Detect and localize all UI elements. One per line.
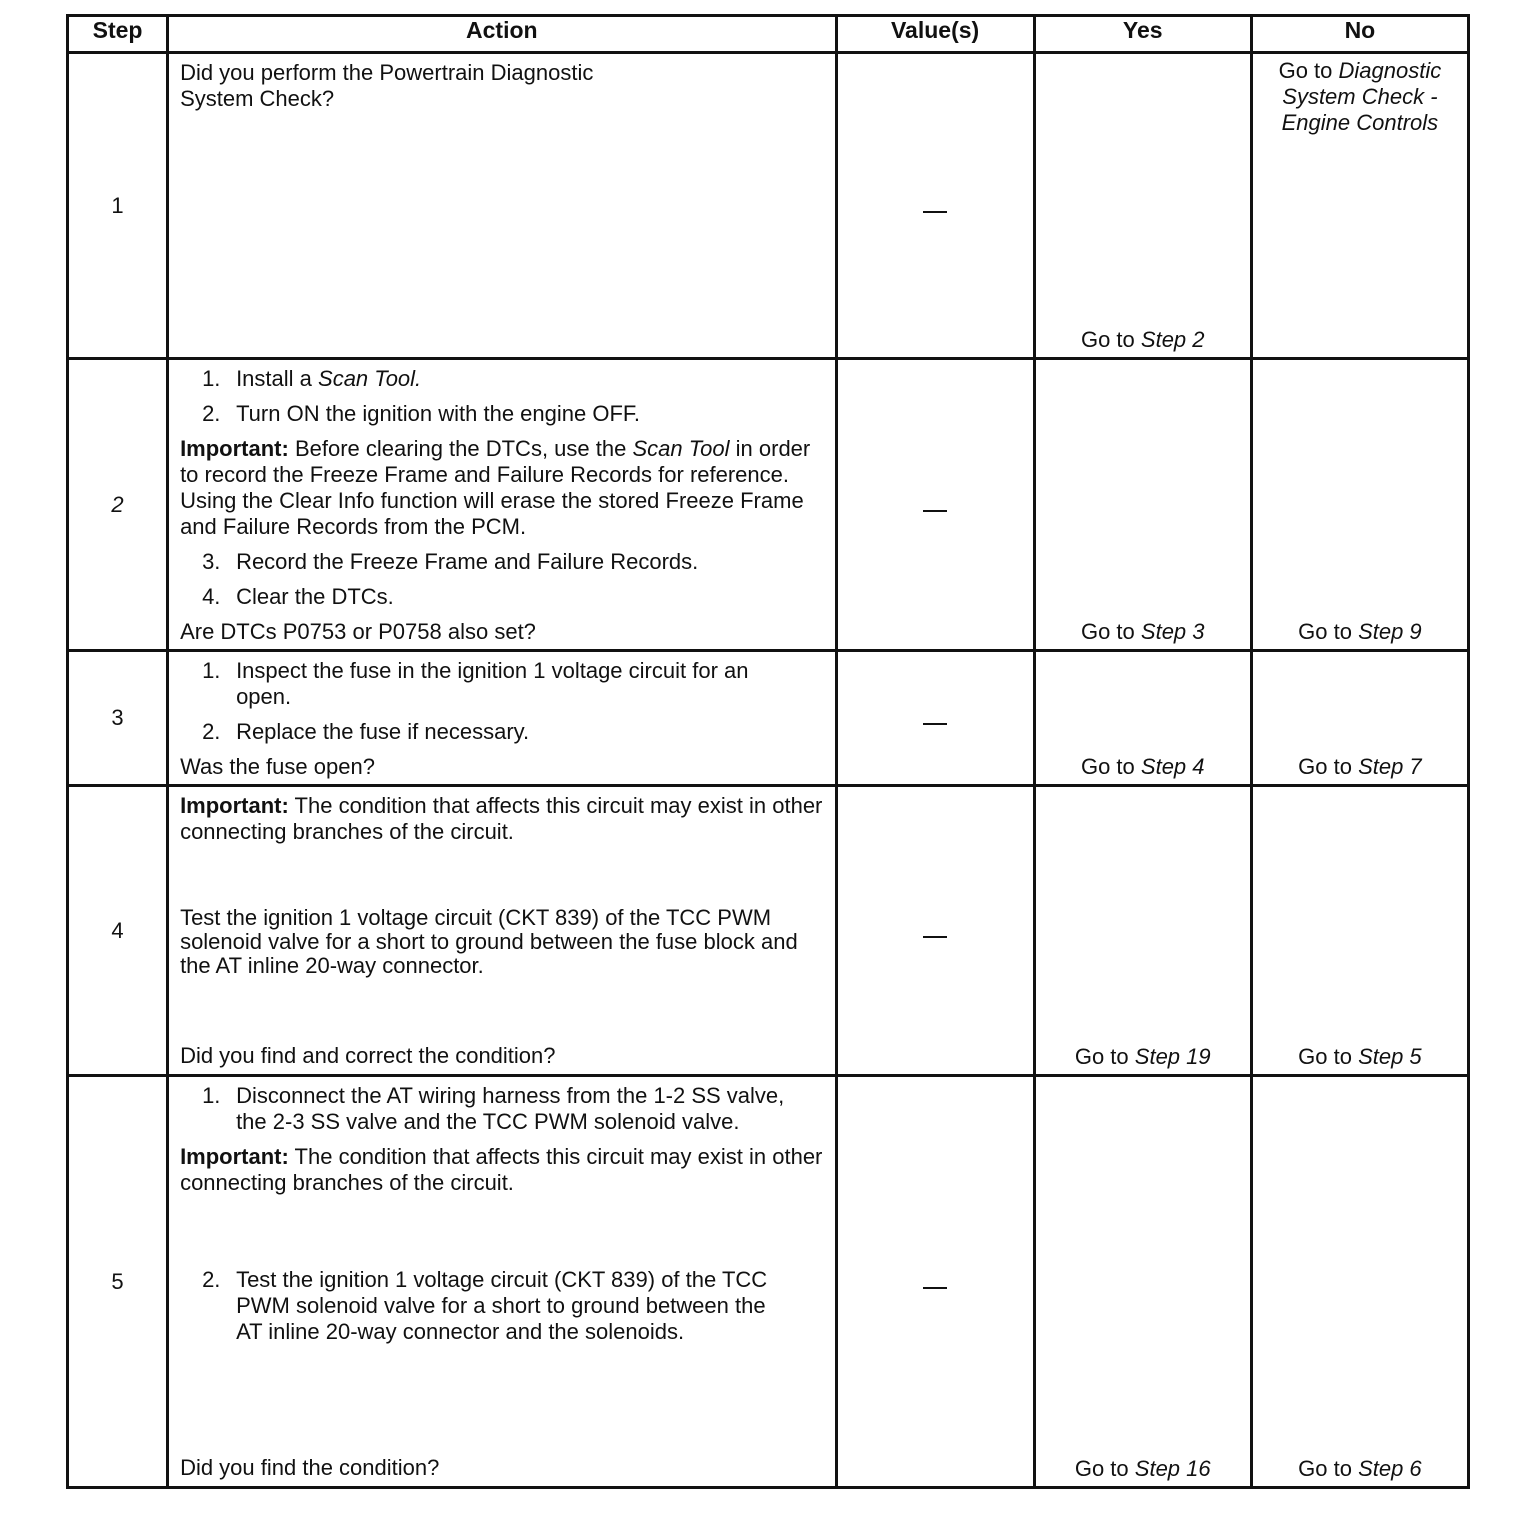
no-link[interactable] — [1253, 754, 1467, 780]
table-row — [68, 53, 1469, 359]
important-note — [180, 793, 822, 845]
no-target: Step 9 — [1358, 619, 1422, 644]
header-no: No — [1251, 16, 1468, 53]
item-text: Disconnect the AT wiring harness from the 1-2 SS valve, the 2-3 SS valve and the TCC PWM solenoid valve. — [236, 1083, 785, 1134]
item-text: Clear the DTCs. — [236, 584, 394, 609]
yes-link[interactable] — [1036, 754, 1250, 780]
important-italic: Scan Tool — [632, 436, 730, 461]
important-label: Important: — [180, 793, 289, 818]
action-item — [202, 719, 822, 745]
item-number: 3. — [202, 549, 221, 574]
important-note — [180, 1144, 822, 1196]
value-dash — [923, 211, 947, 213]
step-number — [68, 359, 168, 651]
item-number: 1. — [202, 1083, 221, 1108]
value-cell — [836, 651, 1034, 786]
important-text: The condition that affects this circuit may exist in other connecting branches of the circuit. — [180, 1144, 823, 1195]
item-text: Turn ON the ignition with the engine OFF. — [236, 401, 641, 426]
value-dash — [923, 723, 947, 725]
no-link[interactable] — [1253, 54, 1467, 136]
no-cell — [1251, 359, 1468, 651]
table-row — [68, 1076, 1469, 1488]
header-step: Step — [68, 16, 168, 53]
value-dash — [923, 936, 947, 938]
step-number: 3 — [68, 651, 168, 786]
value-cell — [836, 786, 1034, 1076]
action-question: Was the fuse open? — [180, 754, 375, 779]
yes-cell — [1034, 1076, 1251, 1488]
action-item — [202, 401, 822, 427]
item-text: Test the ignition 1 voltage circuit (CKT 839) of the TCC PWM solenoid valve for a short to ground between the AT inline 20-way connector and the solenoids. — [236, 1267, 768, 1344]
step-number: 1 — [68, 53, 168, 359]
yes-link[interactable] — [1036, 327, 1250, 353]
action-question: Did you find the condition? — [180, 1455, 440, 1480]
action-item — [202, 1083, 822, 1135]
no-link[interactable] — [1253, 1044, 1467, 1070]
action-item — [202, 1267, 822, 1345]
yes-target: Step 16 — [1134, 1456, 1211, 1481]
action-cell — [168, 53, 836, 359]
item-number: 1. — [202, 658, 221, 683]
action-item — [202, 366, 822, 392]
step-number-text: 2 — [111, 491, 124, 517]
diagnostic-table — [66, 14, 1470, 1489]
action-question: Are DTCs P0753 or P0758 also set? — [180, 619, 536, 644]
no-cell — [1251, 53, 1468, 359]
yes-cell — [1034, 786, 1251, 1076]
yes-target: Step 3 — [1140, 619, 1205, 644]
item-number: 1. — [202, 366, 221, 391]
important-label: Important: — [180, 1144, 289, 1169]
step-number: 4 — [68, 786, 168, 1076]
no-target: Step 6 — [1358, 1456, 1422, 1481]
item-text-part: Install a — [236, 366, 312, 391]
yes-link[interactable] — [1036, 619, 1250, 645]
action-item — [202, 584, 822, 610]
step-number: 5 — [68, 1076, 168, 1488]
no-link[interactable] — [1253, 1456, 1467, 1482]
action-item — [202, 658, 822, 710]
no-prefix: Go to — [1298, 754, 1352, 779]
important-text: The condition that affects this circuit may exist in other connecting branches of the circuit. — [180, 793, 823, 844]
item-text: Inspect the fuse in the ignition 1 voltage circuit for an open. — [236, 658, 749, 709]
yes-target: Step 4 — [1140, 754, 1205, 779]
item-number: 4. — [202, 584, 221, 609]
important-text: Before clearing the DTCs, use the — [294, 436, 627, 461]
no-prefix: Go to — [1298, 1044, 1352, 1069]
header-row — [68, 16, 1469, 53]
yes-target: Step 2 — [1140, 327, 1205, 352]
action-item — [202, 549, 822, 575]
action-content — [180, 1083, 822, 1481]
yes-link[interactable] — [1036, 1044, 1250, 1070]
item-text — [236, 366, 822, 392]
yes-prefix: Go to — [1080, 754, 1135, 779]
value-cell — [836, 1076, 1034, 1488]
no-prefix: Go to — [1298, 619, 1352, 644]
header-action: Action — [168, 16, 836, 53]
yes-prefix: Go to — [1080, 327, 1135, 352]
yes-target: Step 19 — [1134, 1044, 1211, 1069]
yes-prefix: Go to — [1074, 1044, 1129, 1069]
action-question: Did you perform the Powertrain Diagnostic System Check? — [180, 60, 594, 111]
value-cell — [836, 53, 1034, 359]
table-row — [68, 651, 1469, 786]
no-prefix: Go to — [1278, 58, 1333, 83]
no-target: Step 7 — [1358, 754, 1422, 779]
important-label: Important: — [180, 436, 289, 461]
yes-link[interactable] — [1036, 1456, 1250, 1482]
yes-cell — [1034, 53, 1251, 359]
action-cell — [168, 651, 836, 786]
yes-prefix: Go to — [1080, 619, 1135, 644]
no-target: Step 5 — [1358, 1044, 1422, 1069]
action-body: Test the ignition 1 voltage circuit (CKT 839) of the TCC PWM solenoid valve for a short to ground between the fuse block and the AT inline 20-way connector. — [180, 905, 798, 978]
action-content — [180, 793, 822, 1069]
header-values: Value(s) — [836, 16, 1034, 53]
no-cell — [1251, 786, 1468, 1076]
table-row — [68, 359, 1469, 651]
item-number: 2. — [202, 401, 221, 426]
yes-cell — [1034, 651, 1251, 786]
value-dash — [923, 510, 947, 512]
no-cell — [1251, 651, 1468, 786]
item-text-italic: Scan Tool. — [318, 366, 422, 391]
yes-cell — [1034, 359, 1251, 651]
item-text: Replace the fuse if necessary. — [236, 719, 530, 744]
important-text: in order to record the Freeze Frame and Failure Records for reference. Using the Clear Info function will erase the stored Freeze Frame and Failure Records from the PCM. — [180, 436, 811, 539]
item-number: 2. — [202, 719, 221, 744]
action-cell — [168, 1076, 836, 1488]
value-cell — [836, 359, 1034, 651]
no-link[interactable] — [1253, 619, 1467, 645]
action-cell — [168, 359, 836, 651]
item-text: Record the Freeze Frame and Failure Records. — [236, 549, 699, 574]
header-yes: Yes — [1034, 16, 1251, 53]
table-row — [68, 786, 1469, 1076]
important-note — [180, 436, 822, 540]
action-question: Did you find and correct the condition? — [180, 1043, 556, 1068]
value-dash — [923, 1287, 947, 1289]
yes-prefix: Go to — [1074, 1456, 1129, 1481]
no-prefix: Go to — [1298, 1456, 1352, 1481]
no-cell — [1251, 1076, 1468, 1488]
item-number: 2. — [202, 1267, 221, 1292]
no-target: Diagnostic System Check - Engine Controls — [1281, 58, 1442, 135]
action-cell — [168, 786, 836, 1076]
